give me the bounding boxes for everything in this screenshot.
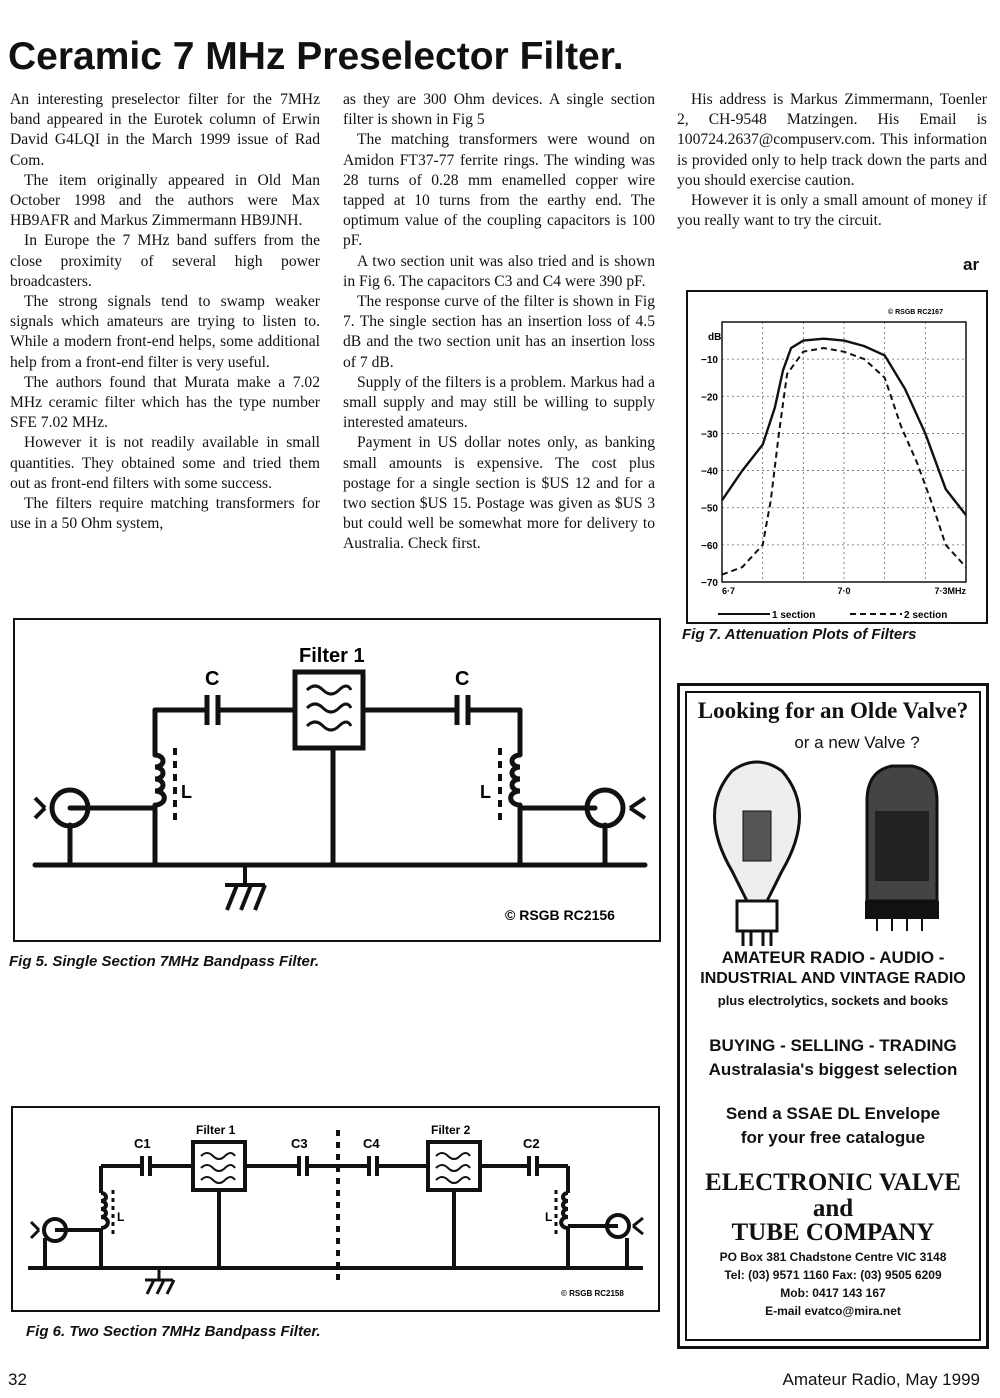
paragraph: The item originally appeared in Old Man October 1998 and the authors were Max HB9AFR and Markus Zimmermann HB9JNH. xyxy=(10,171,320,230)
paragraph: as they are 300 Ohm devices. A single section filter is shown in Fig 5 xyxy=(343,91,655,129)
article-signoff: ar xyxy=(963,255,980,274)
ad-address-1: PO Box 381 Chadstone Centre VIC 3148 xyxy=(719,1250,947,1264)
article-column-2 xyxy=(343,90,655,555)
fig6-ind-right-label: L xyxy=(545,1210,553,1224)
ad-line-1: AMATEUR RADIO - AUDIO - xyxy=(721,948,945,967)
fig5-schematic-frame xyxy=(13,618,661,942)
valve-pictures xyxy=(687,751,979,951)
fig5-copyright: © RSGB RC2156 xyxy=(505,907,615,923)
legend-2-section: 2 section xyxy=(904,610,948,621)
paragraph: However it is not readily available in small quantities. They obtained some and tried them out as front-end filters with some success. xyxy=(10,434,320,492)
paragraph: The authors found that Murata make a 7.02 MHz ceramic filter which has the type number SFE 7.02 MHz. xyxy=(10,373,320,432)
fig6-c2-label: C2 xyxy=(523,1136,540,1151)
y-tick-label: −10 xyxy=(701,355,718,367)
paragraph: An interesting preselector filter for the 7MHz band appeared in the Eurotek column of Erwin David G4LQI in the March 1999 issue of Rad Com. xyxy=(10,91,320,169)
fig6-schematic-frame xyxy=(11,1106,660,1312)
x-tick-label: 7·3MHz xyxy=(934,586,966,596)
y-tick-label: −50 xyxy=(701,503,718,515)
fig7-caption: Fig 7. Attenuation Plots of Filters xyxy=(682,626,917,643)
paragraph: Supply of the filters is a problem. Markus had a small supply and may still be willing to supply interested amateurs. xyxy=(343,373,655,432)
fig6-ind-left-label: L xyxy=(117,1210,125,1224)
fig5-filter-label: Filter 1 xyxy=(299,645,365,667)
fig6-filter1-label: Filter 1 xyxy=(196,1123,236,1137)
chart-copyright: © RSGB RC2167 xyxy=(888,309,943,316)
page-number: 32 xyxy=(8,1370,27,1389)
x-tick-labels xyxy=(722,586,966,596)
valve-advertisement xyxy=(677,683,989,1349)
paragraph: His address is Markus Zimmermann, Toenler 2, CH-9548 Matzingen. His Email is 100724.2637@compuserv.com. This information is provided only to help track down the parts and you should exercise caution. xyxy=(677,91,987,189)
ad-headline: Looking for an Olde Valve? xyxy=(697,698,969,723)
paragraph: The response curve of the filter is shown in Fig 7. The single section has an insertion loss of 4.5 dB and the two section unit has an insertion loss of 7 dB. xyxy=(343,293,655,371)
legend-1-section: 1 section xyxy=(772,610,816,621)
paragraph: The filters require matching transformers for use in a 50 Ohm system, xyxy=(10,495,320,533)
ad-line-3: plus electrolytics, sockets and books xyxy=(717,993,949,1008)
article-column-3 xyxy=(677,90,987,231)
old-valve-image xyxy=(715,762,800,946)
y-tick-label: −70 xyxy=(701,578,718,589)
ad-company-1: ELECTRONIC VALVE xyxy=(705,1169,961,1196)
fig5-cap-right-label: C xyxy=(455,668,470,690)
fig5-cap-left-label: C xyxy=(205,668,220,690)
chart-grid xyxy=(722,322,966,582)
fig5-ind-right-label: L xyxy=(480,782,491,802)
paragraph: However it is only a small amount of money if you really want to try the circuit. xyxy=(677,192,987,230)
paragraph: A two section unit was also tried and is shown in Fig 6. The capacitors C3 and C4 were 390 pF. xyxy=(343,252,655,290)
y-tick-label: −20 xyxy=(701,392,718,404)
ad-company-2: and xyxy=(812,1195,854,1222)
ad-line-5: Australasia's biggest selection xyxy=(708,1060,958,1079)
ad-line-2: INDUSTRIAL AND VINTAGE RADIO xyxy=(700,970,966,987)
ad-inner-border xyxy=(685,691,981,1341)
article-column-1 xyxy=(10,90,320,534)
ad-address-3: Mob: 0417 143 167 xyxy=(780,1286,886,1300)
y-tick-label: −60 xyxy=(701,540,718,552)
chart-series xyxy=(722,339,966,575)
ad-line-7: for your free catalogue xyxy=(740,1128,926,1147)
series-line-2 xyxy=(722,348,966,575)
new-valve-image xyxy=(865,766,939,931)
ad-company-3: TUBE COMPANY xyxy=(731,1219,935,1246)
paragraph: The strong signals tend to swamp weaker signals which amateurs are trying to listen to. While a modern front-end helps, some additional help from a front-end filter is very useful. xyxy=(10,293,320,371)
fig6-schematic xyxy=(13,1108,658,1310)
fig6-c4-label: C4 xyxy=(363,1136,380,1151)
x-tick-label: 6·7 xyxy=(722,586,736,596)
ad-address-2: Tel: (03) 9571 1160 Fax: (03) 9505 6209 xyxy=(724,1268,942,1282)
ad-line-6: Send a SSAE DL Envelope xyxy=(725,1104,941,1123)
fig5-ind-left-label: L xyxy=(181,782,192,802)
ad-address-4: E-mail evatco@mira.net xyxy=(765,1304,901,1318)
chart-ylabel: dB xyxy=(708,332,722,343)
y-tick-label: −30 xyxy=(701,429,718,441)
fig7-chart-frame xyxy=(686,290,988,624)
paragraph: The matching transformers were wound on Amidon FT37-77 ferrite rings. The winding was 28 turns of 0.28 mm enamelled copper wire tapped at 10 turns from the earthy end. The optimum value of the coupling capacitors is 100 pF. xyxy=(343,131,655,250)
fig6-c3-label: C3 xyxy=(291,1136,308,1151)
publication-footer: Amateur Radio, May 1999 xyxy=(782,1370,980,1389)
paragraph: Payment in US dollar notes only, as banking small amounts is expensive. The cost plus postage for a single section is $US 12 and for a two section $US 15. Postage was given as $US 3 but could well be somewhat more for delivery to Australia. Check first. xyxy=(343,434,655,553)
fig6-copyright: © RSGB RC2158 xyxy=(561,1289,624,1298)
fig5-schematic xyxy=(15,620,659,940)
x-tick-label: 7·0 xyxy=(837,586,851,596)
paragraph: In Europe the 7 MHz band suffers from the close proximity of several high power broadcasters. xyxy=(10,232,320,290)
fig7-chart xyxy=(688,292,986,622)
fig6-caption: Fig 6. Two Section 7MHz Bandpass Filter. xyxy=(26,1323,321,1340)
article-title: Ceramic 7 MHz Preselector Filter. xyxy=(8,35,624,78)
y-tick-labels xyxy=(701,355,718,589)
fig6-filter2-label: Filter 2 xyxy=(431,1123,471,1137)
ad-subhead: or a new Valve ? xyxy=(794,733,920,752)
fig6-c1-label: C1 xyxy=(134,1136,151,1151)
ad-line-4: BUYING - SELLING - TRADING xyxy=(709,1036,957,1055)
fig5-caption: Fig 5. Single Section 7MHz Bandpass Filter. xyxy=(9,953,320,970)
y-tick-label: −40 xyxy=(701,466,718,478)
